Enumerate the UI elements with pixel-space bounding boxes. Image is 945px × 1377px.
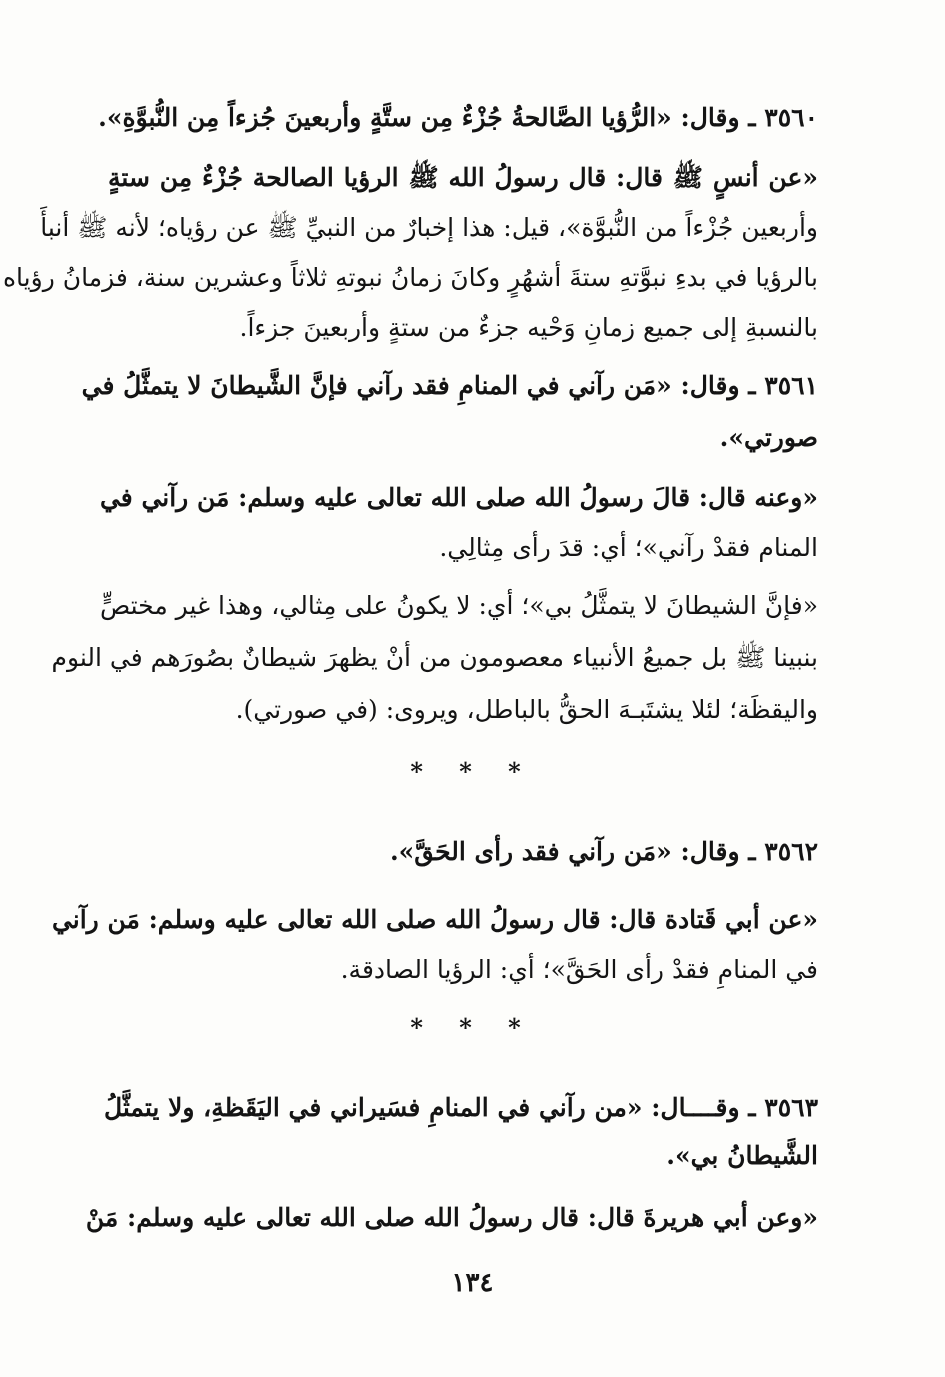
commentary-text: «عن أنسٍ ﷺ قال: قال رسولُ الله ﷺ الرؤيا الصالحة جُزْءٌ مِن ستةٍ: [108, 163, 818, 192]
commentary-line: المنام فقدْ رآني»؛ أي: قدَ رأى مِثالِي.: [439, 533, 818, 562]
commentary-line: واليقظَة؛ لئلا يشتَبـهَ الحقُّ بالباطل، ويروى: (في صورتي).: [235, 695, 818, 724]
hadith-heading-line: ٣٥٦٢ ـ وقال: «مَن رآني فقد رأى الحَقَّ».: [389, 837, 818, 866]
commentary-line: [108, 158, 818, 198]
commentary-line: بالنسبةِ إلى جميع زمانِ وَحْيه جزءٌ من ستةٍ وأربعينَ جزءاً.: [239, 313, 818, 342]
commentary-line: «وعن أبي هريرةَ قال: قال رسولُ الله صلى الله تعالى عليه وسلم: مَنْ: [85, 1203, 818, 1232]
hadith-heading-line: الشَّيطانُ بي».: [666, 1141, 818, 1170]
hadith-heading-line: ٣٥٦١ ـ وقال: «مَن رآني في المنامِ فقد رآني فإنَّ الشَّيطانَ لا يتمثَّلُ في: [81, 371, 818, 400]
hadith-heading-line: ٣٥٦٣ ـ وقــــال: «من رآني في المنامِ فسَيراني في اليَقَظةِ، ولا يتمثَّلُ: [103, 1093, 818, 1122]
commentary-line: «فإنَّ الشيطانَ لا يتمثَّلُ بي»؛ أي: لا يكونُ على مِثالي، وهذا غير مختصٍّ: [100, 591, 818, 620]
hadith-heading-line: ٣٥٦٠ ـ وقال: «الرُّؤيا الصَّالحةُ جُزْءٌ مِن ستَّةٍ وأربعينَ جُزءاً مِن النُّبوَّةِ».: [98, 103, 818, 132]
commentary-line: بنبينا ﷺ بل جميعُ الأنبياء معصومون من أنْ يظهرَ شيطانٌ بصُورَهم في النوم: [51, 643, 818, 672]
commentary-line: وأربعين جُزْءاً من النُّبوَّة»، قيل: هذا إخبارٌ من النبيِّ ﷺ عن رؤياه؛ لأنه ﷺ أنبأَ: [40, 213, 818, 242]
commentary-line: في المنامِ فقدْ رأى الحَقَّ»؛ أي: الرؤيا الصادقة.: [340, 955, 818, 984]
section-separator: * * *: [410, 757, 535, 786]
commentary-line: بالرؤيا في بدءِ نبوَّتهِ ستةَ أشهُرٍ وكانَ زمانُ نبوتهِ ثلاثاً وعشرين سنة، فزمانُ رؤياه: [2, 263, 818, 292]
commentary-line: «وعنه قال: قالَ رسولُ الله صلى الله تعالى عليه وسلم: مَن رآني في: [99, 483, 818, 512]
hadith-heading-line: صورتي».: [719, 423, 818, 452]
section-separator: * * *: [410, 1013, 535, 1042]
commentary-line: «عن أبي قَتادة قال: قال رسولُ الله صلى الله تعالى عليه وسلم: مَن رآني: [51, 905, 818, 934]
page-number: ١٣٤: [451, 1268, 494, 1298]
